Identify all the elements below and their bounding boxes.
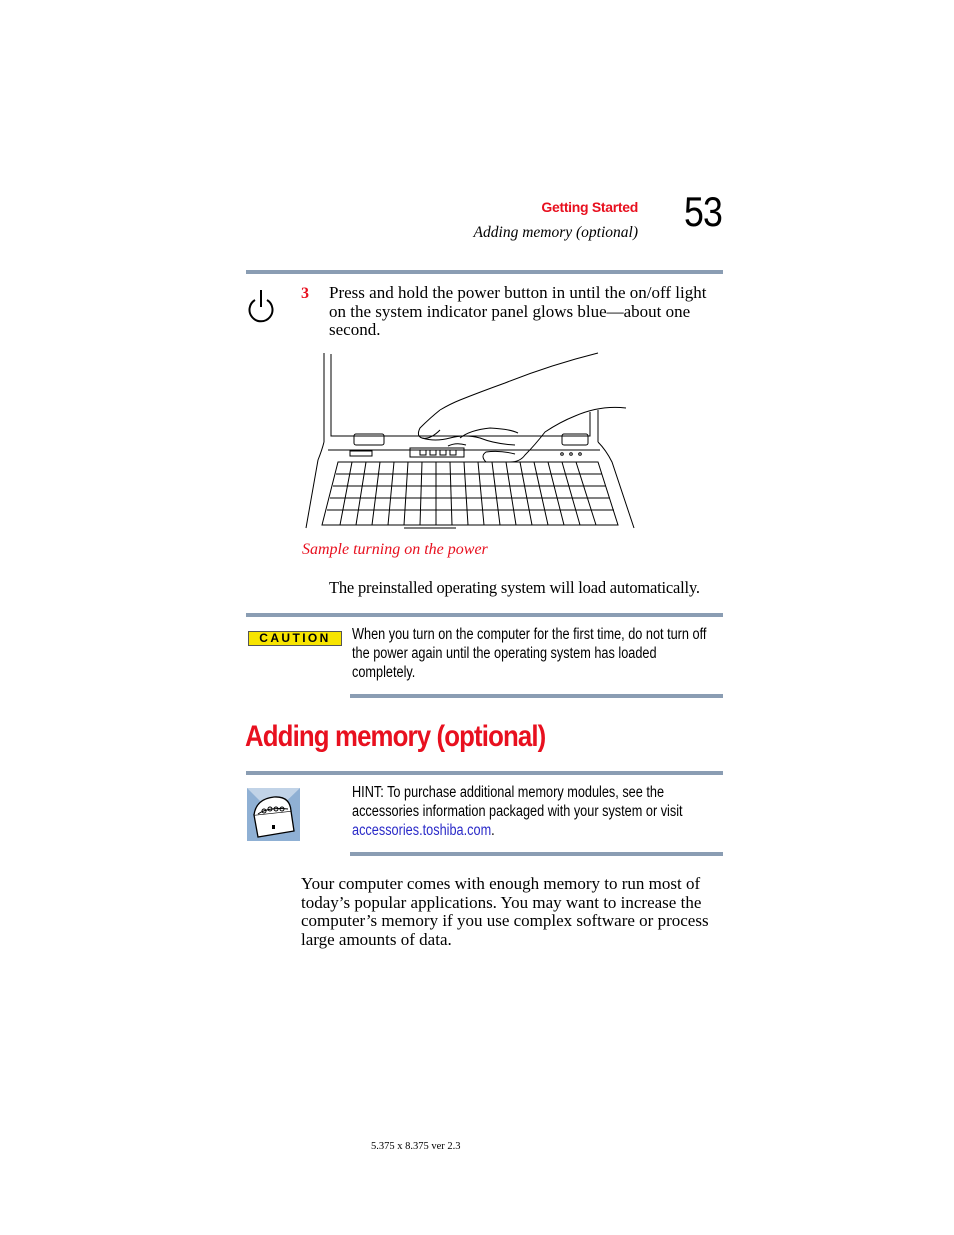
page-footer: 5.375 x 8.375 ver 2.3 bbox=[371, 1141, 461, 1152]
running-header-subsection: Adding memory (optional) bbox=[473, 224, 638, 241]
power-icon bbox=[246, 287, 276, 330]
figure-caption: Sample turning on the power bbox=[302, 541, 488, 558]
step-text: Press and hold the power button in until the on/off light on the system indicator panel glows blue—about one second. bbox=[329, 283, 707, 340]
caution-top-rule bbox=[246, 613, 723, 617]
running-header-section: Getting Started bbox=[541, 199, 638, 215]
hint-top-rule bbox=[246, 771, 723, 775]
laptop-power-illustration bbox=[300, 350, 640, 540]
hint-text: HINT: To purchase additional memory modules, see the accessories information packaged with your system or visit bbox=[352, 784, 683, 820]
section-heading: Adding memory (optional) bbox=[245, 720, 546, 753]
caution-bottom-rule bbox=[350, 694, 723, 698]
caution-text: When you turn on the computer for the first time, do not turn off the power again until the operating system has loaded completely. bbox=[352, 626, 707, 681]
treasure-chest-icon bbox=[246, 787, 301, 847]
section-rule bbox=[246, 270, 723, 274]
hint-trailing: . bbox=[491, 822, 495, 839]
page-number: 53 bbox=[684, 188, 723, 235]
body-text: The preinstalled operating system will load automatically. bbox=[329, 578, 700, 597]
accessories-link[interactable]: accessories.toshiba.com bbox=[352, 822, 492, 839]
body-paragraph: Your computer comes with enough memory to run most of today’s popular applications. You may want to increase the computer’s memory if you use complex software or process large amounts of data. bbox=[301, 874, 709, 950]
hint-bottom-rule bbox=[350, 852, 723, 856]
caution-badge: CAUTION bbox=[248, 631, 342, 646]
hint-text-block bbox=[352, 783, 713, 840]
step-number: 3 bbox=[301, 285, 309, 302]
